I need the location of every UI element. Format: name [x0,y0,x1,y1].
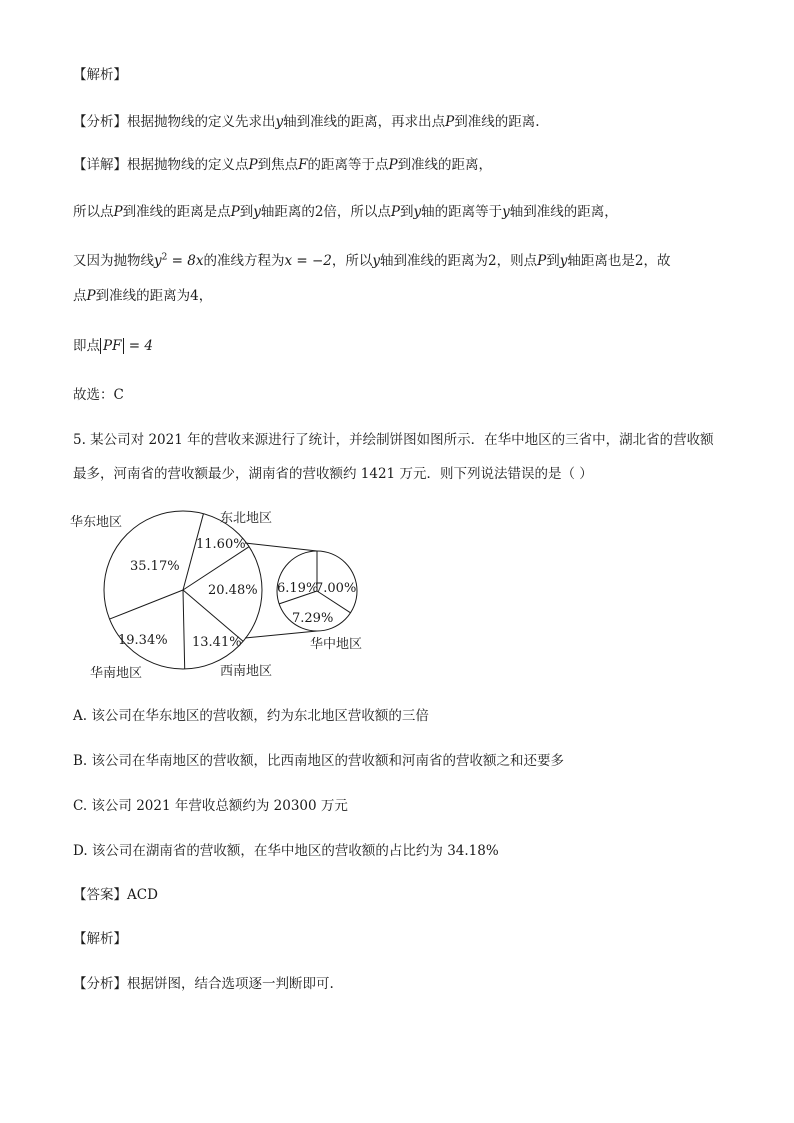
pie-chart [60,500,380,685]
main-slice-boundary-4 [110,590,183,619]
connector-line-top [245,543,317,551]
connector-line-bottom [245,631,317,638]
detail-line: 【详解】根据抛物线的定义点P到焦点F的距离等于点P到准线的距离， [73,157,493,173]
label-xinan: 西南地区 [220,664,273,679]
label-huazhong: 华中地区 [310,637,363,652]
label-huadong: 华东地区 [70,515,123,530]
answer-choice-line: 故选：C [73,387,124,403]
label-huanan: 华南地区 [90,666,143,681]
value-huazhong: 20.48% [208,583,258,598]
analysis-line-2: 【分析】根据饼图，结合选项逐一判断即可. [73,976,334,992]
value-sub-2: 7.00% [315,581,357,596]
solution-line-6: 即点 PF = 4 [73,338,153,354]
value-sub-1: 6.19% [277,581,319,596]
label-dongbei: 东北地区 [220,511,273,526]
option-d: D. 该公司在湖南省的营收额，在华中地区的营收额的占比约为 34.18% [73,843,499,859]
solution-line-5: 点P到准线的距离为4， [73,288,213,304]
value-huanan: 19.34% [118,633,168,648]
question-5-line-2: 最多，河南省的营收额最少，湖南省的营收额约 1421 万元．则下列说法错误的是（ ） [73,466,593,482]
section-heading-jiexi: 【解析】 [73,67,127,83]
solution-line-4: 又因为抛物线$y^2 = 8x$的准线方程为x = −2，所以y轴到准线的距离为2，则点P到y轴距离也是2，故 [73,252,671,269]
analysis-line: 【分析】根据抛物线的定义先求出y轴到准线的距离，再求出点P到准线的距离. [73,114,540,130]
solution-line-3: 所以点P到准线的距离是点P到y轴距离的2倍，所以点P到y轴的距离等于y轴到准线的距离， [73,204,618,220]
section-heading-jiexi-2: 【解析】 [73,931,127,947]
value-huadong: 35.17% [130,559,180,574]
value-dongbei: 11.60% [196,537,246,552]
option-c: C. 该公司 2021 年营收总额约为 20300 万元 [73,798,348,814]
option-a: A. 该公司在华东地区的营收额，约为东北地区营收额的三倍 [73,708,429,724]
question-5-line-1: 5. 某公司对 2021 年的营收来源进行了统计，并绘制饼图如图所示．在华中地区的三省中，湖北省的营收额 [73,432,714,448]
option-b: B. 该公司在华南地区的营收额，比西南地区的营收额和河南省的营收额之和还要多 [73,753,565,769]
answer-line: 【答案】ACD [73,887,158,903]
main-slice-boundary-3 [183,590,185,669]
value-sub-3: 7.29% [292,611,334,626]
value-xinan: 13.41% [192,635,242,650]
